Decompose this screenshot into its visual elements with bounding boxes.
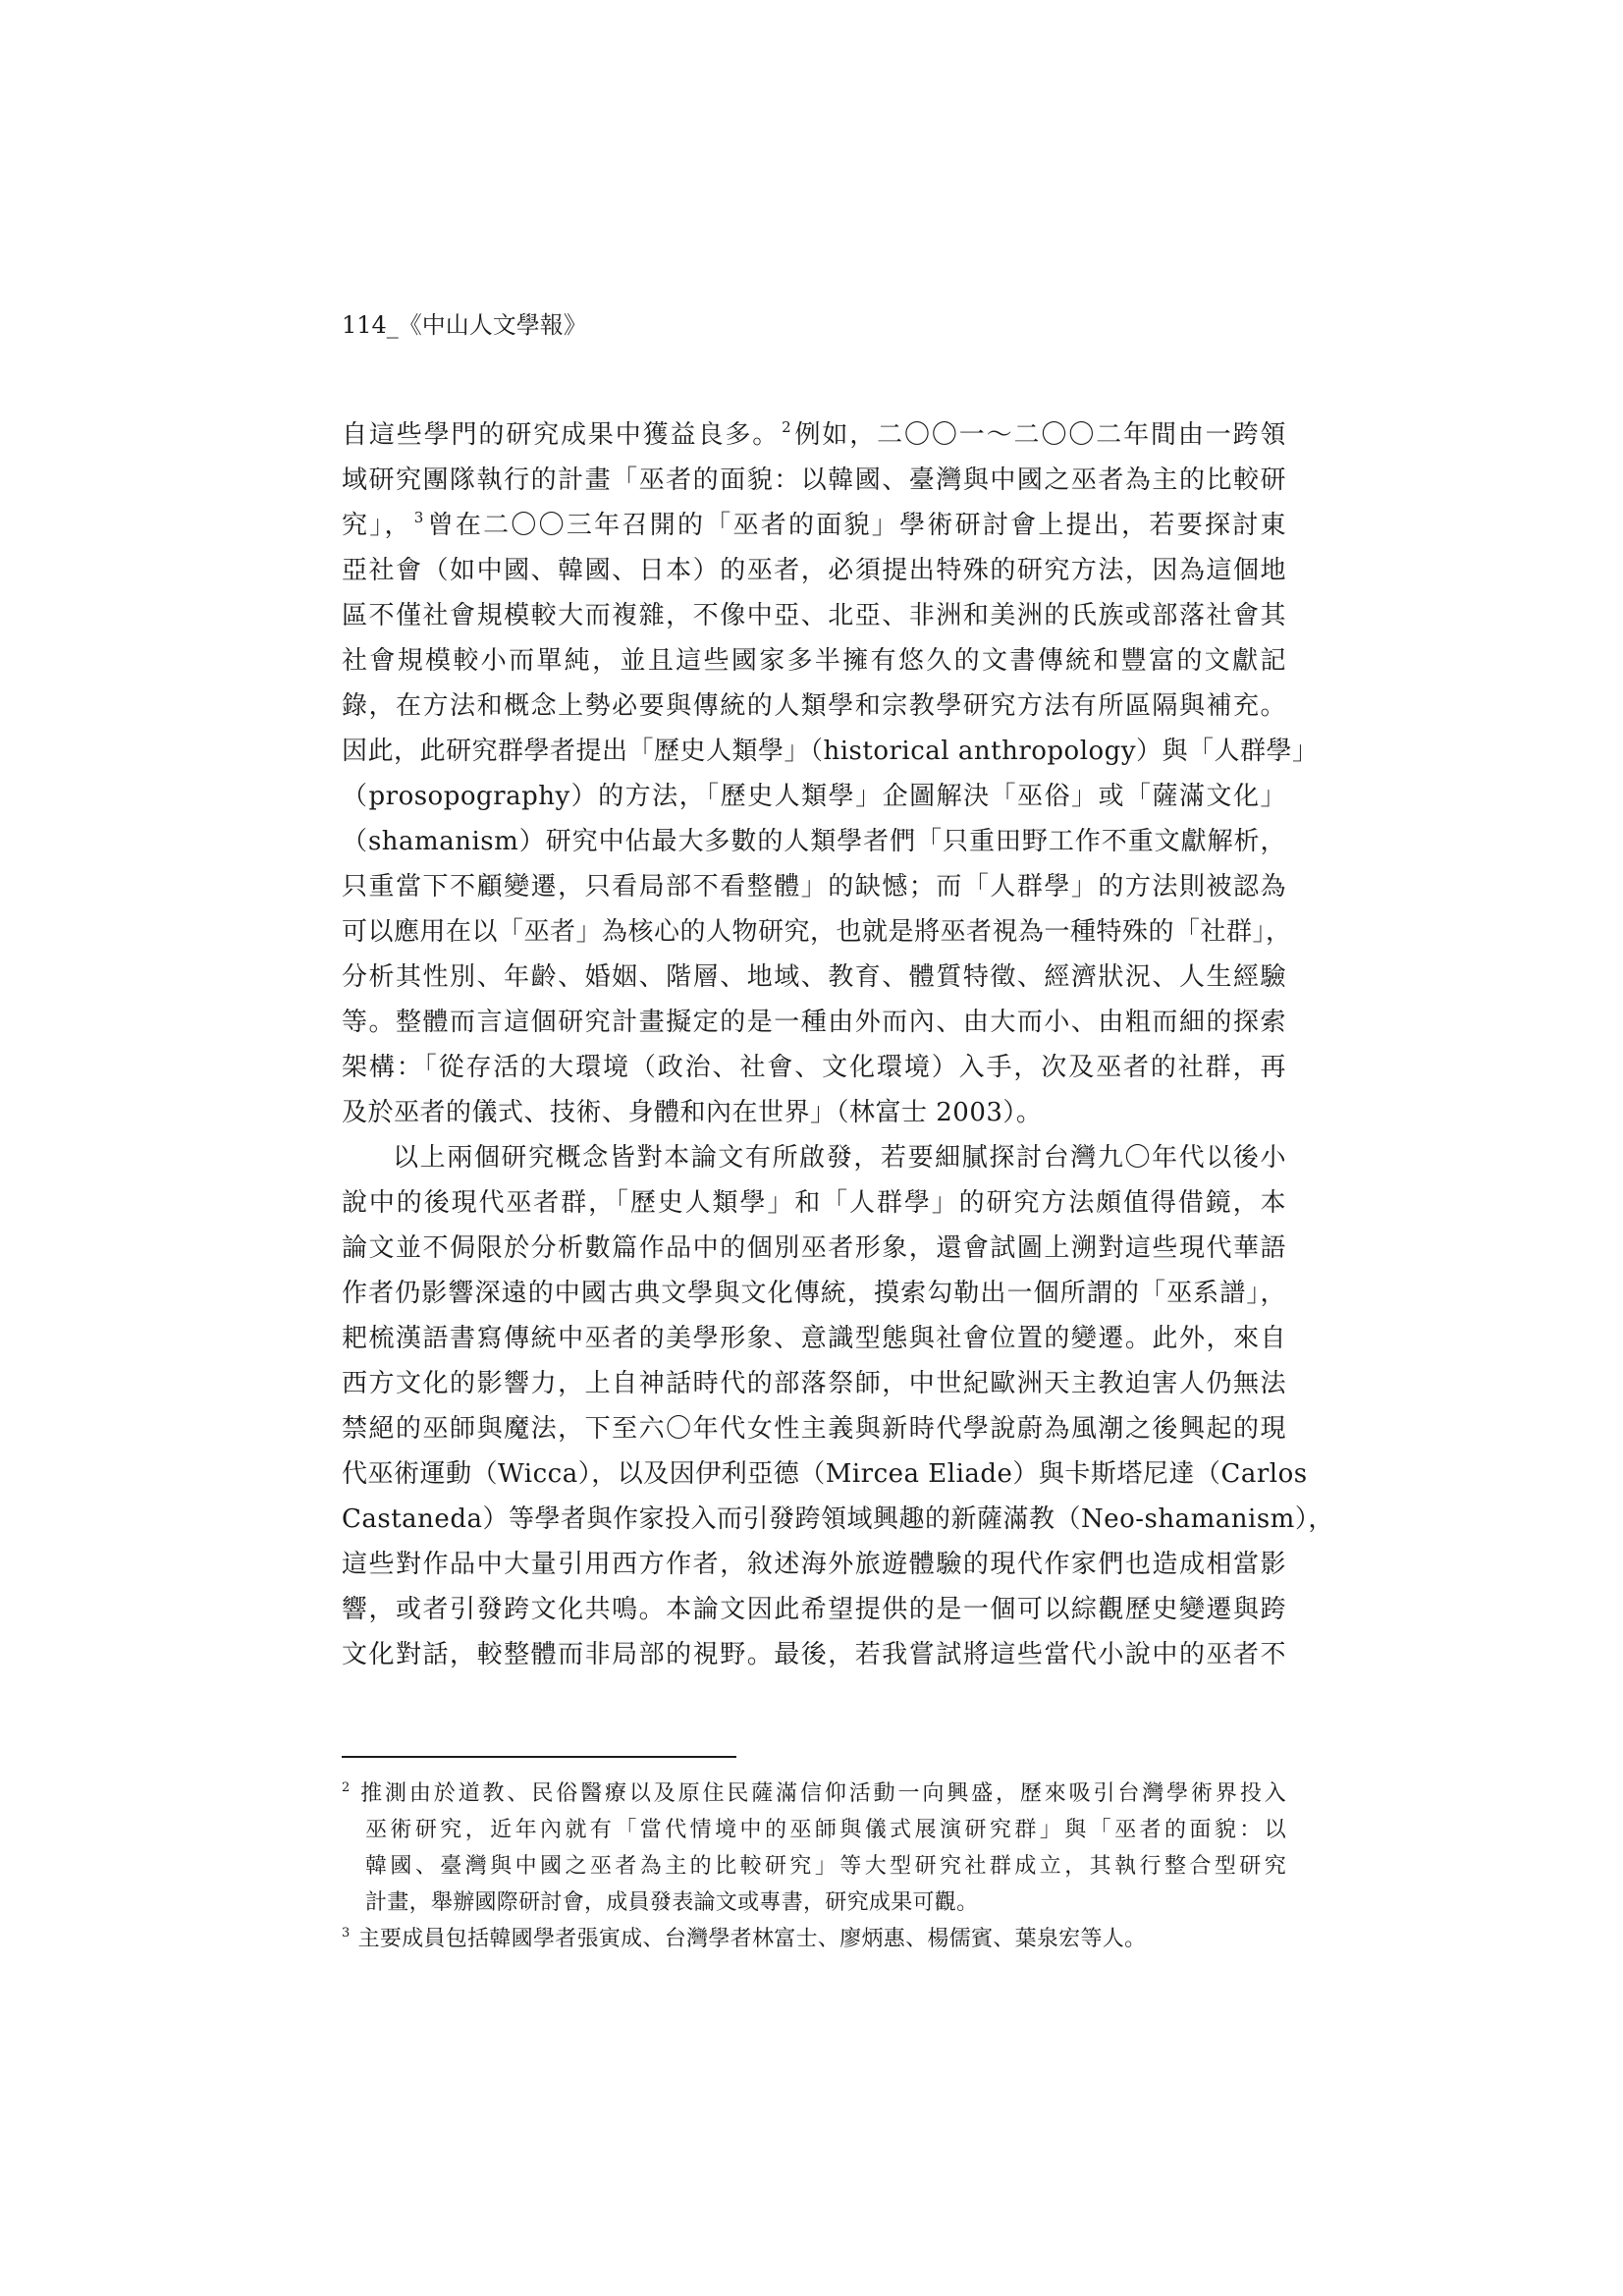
text-line: 以上兩個研究概念皆對本論文有所啟發，若要細膩探討台灣九〇年代以後小 xyxy=(393,1143,1286,1173)
running-head: 114_《中山人文學報》 xyxy=(342,311,587,339)
text-line: （shamanism）研究中佔最大多數的人類學者們「只重田野工作不重文獻解析， xyxy=(342,827,1286,856)
text-line: （prosopography）的方法，「歷史人類學」企圖解決「巫俗」或「薩滿文化」 xyxy=(342,782,1286,811)
text-line: 代巫術運動（Wicca），以及因伊利亞德（Mircea Eliade）與卡斯塔尼達（Carlos xyxy=(342,1459,1308,1489)
main-text xyxy=(342,412,1334,1677)
footnote-3 xyxy=(342,1921,1286,1957)
text-line: 錄，在方法和概念上勢必要與傳統的人類學和宗教學研究方法有所區隔與補充。 xyxy=(342,691,1286,721)
footnote-line: 韓國、臺灣與中國之巫者為主的比較研究」等大型研究社群成立，其執行整合型研究 xyxy=(365,1854,1286,1879)
text-line: 亞社會（如中國、韓國、日本）的巫者，必須提出特殊的研究方法，因為這個地 xyxy=(342,556,1286,585)
footnote-ref-2[interactable]: 2 xyxy=(782,418,792,436)
footnote-mark: 2 xyxy=(342,1780,351,1795)
text-line: 這些對作品中大量引用西方作者，敘述海外旅遊體驗的現代作家們也造成相當影 xyxy=(342,1550,1286,1579)
footnotes xyxy=(342,1776,1286,1957)
text-line: 只重當下不顧變遷，只看局部不看整體」的缺憾；而「人群學」的方法則被認為 xyxy=(342,872,1286,902)
text-line: 自這些學門的研究成果中獲益良多。 $^2$例如，二〇〇一～二〇〇二年間由一跨領 xyxy=(342,418,1286,450)
text-line: Castaneda）等學者與作家投入而引發跨領域興趣的新薩滿教（Neo-shamanism）， xyxy=(342,1504,1334,1534)
text-line: 可以應用在以「巫者」為核心的人物研究，也就是將巫者視為一種特殊的「社群」， xyxy=(342,917,1292,947)
text-line: 禁絕的巫師與魔法，下至六〇年代女性主義與新時代學說蔚為風潮之後興起的現 xyxy=(342,1414,1286,1444)
text-line: 社會規模較小而單純，並且這些國家多半擁有悠久的文書傳統和豐富的文獻記 xyxy=(342,646,1286,676)
text-line: 區不僅社會規模較大而複雜，不像中亞、北亞、非洲和美洲的氏族或部落社會其 xyxy=(342,601,1286,630)
footnote-line: $^3$ 主要成員包括韓國學者張寅成、台灣學者林富士、廖炳惠、楊儒賓、葉泉宏等人。 xyxy=(342,1926,1147,1951)
text-line: 究」， $^3$曾在二〇〇三年召開的「巫者的面貌」學術研討會上提出，若要探討東 xyxy=(342,509,1286,540)
footnote-ref-3[interactable]: 3 xyxy=(413,509,424,526)
footnote-line: $^2$ 推測由於道教、民俗醫療以及原住民薩滿信仰活動一向興盛，歷來吸引台灣學術界投入 xyxy=(342,1780,1286,1806)
text-line: 架構：「從存活的大環境（政治、社會、文化環境）入手，次及巫者的社群，再 xyxy=(342,1053,1286,1082)
text-line: 響，或者引發跨文化共鳴。本論文因此希望提供的是一個可以綜觀歷史變遷與跨 xyxy=(342,1595,1286,1624)
footnote-mark: 3 xyxy=(342,1926,351,1941)
text-line: 及於巫者的儀式、技術、身體和內在世界」（林富士 2003）。 xyxy=(342,1098,1043,1127)
text-line: 域研究團隊執行的計畫「巫者的面貌：以韓國、臺灣與中國之巫者為主的比較研 xyxy=(342,465,1286,495)
text-line: 西方文化的影響力，上自神話時代的部落祭師，中世紀歐洲天主教迫害人仍無法 xyxy=(342,1369,1286,1398)
text-line: 文化對話，較整體而非局部的視野。最後，若我嘗試將這些當代小說中的巫者不 xyxy=(342,1640,1286,1669)
footnote-divider xyxy=(342,1756,736,1758)
text-line: 耙梳漢語書寫傳統中巫者的美學形象、意識型態與社會位置的變遷。此外，來自 xyxy=(342,1324,1286,1353)
text-line: 作者仍影響深遠的中國古典文學與文化傳統，摸索勾勒出一個所謂的「巫系譜」， xyxy=(342,1279,1286,1308)
footnote-2 xyxy=(342,1776,1286,1921)
paragraph-1 xyxy=(342,412,1319,1135)
text-line: 說中的後現代巫者群，「歷史人類學」和「人群學」的研究方法頗值得借鏡，本 xyxy=(342,1188,1286,1218)
text-line: 論文並不侷限於分析數篇作品中的個別巫者形象，還會試圖上溯對這些現代華語 xyxy=(342,1233,1286,1263)
text-line: 因此，此研究群學者提出「歷史人類學」（historical anthropology）與「人群學」 xyxy=(342,737,1319,766)
text-line: 分析其性別、年齡、婚姻、階層、地域、教育、體質特徵、經濟狀況、人生經驗 xyxy=(342,962,1286,992)
footnote-line: 計畫，舉辦國際研討會，成員發表論文或專書，研究成果可觀。 xyxy=(365,1890,979,1915)
paragraph-2 xyxy=(342,1135,1334,1677)
text-line: 等。整體而言這個研究計畫擬定的是一種由外而內、由大而小、由粗而細的探索 xyxy=(342,1008,1286,1037)
footnote-line: 巫術研究，近年內就有「當代情境中的巫師與儀式展演研究群」與「巫者的面貌：以 xyxy=(365,1818,1286,1842)
